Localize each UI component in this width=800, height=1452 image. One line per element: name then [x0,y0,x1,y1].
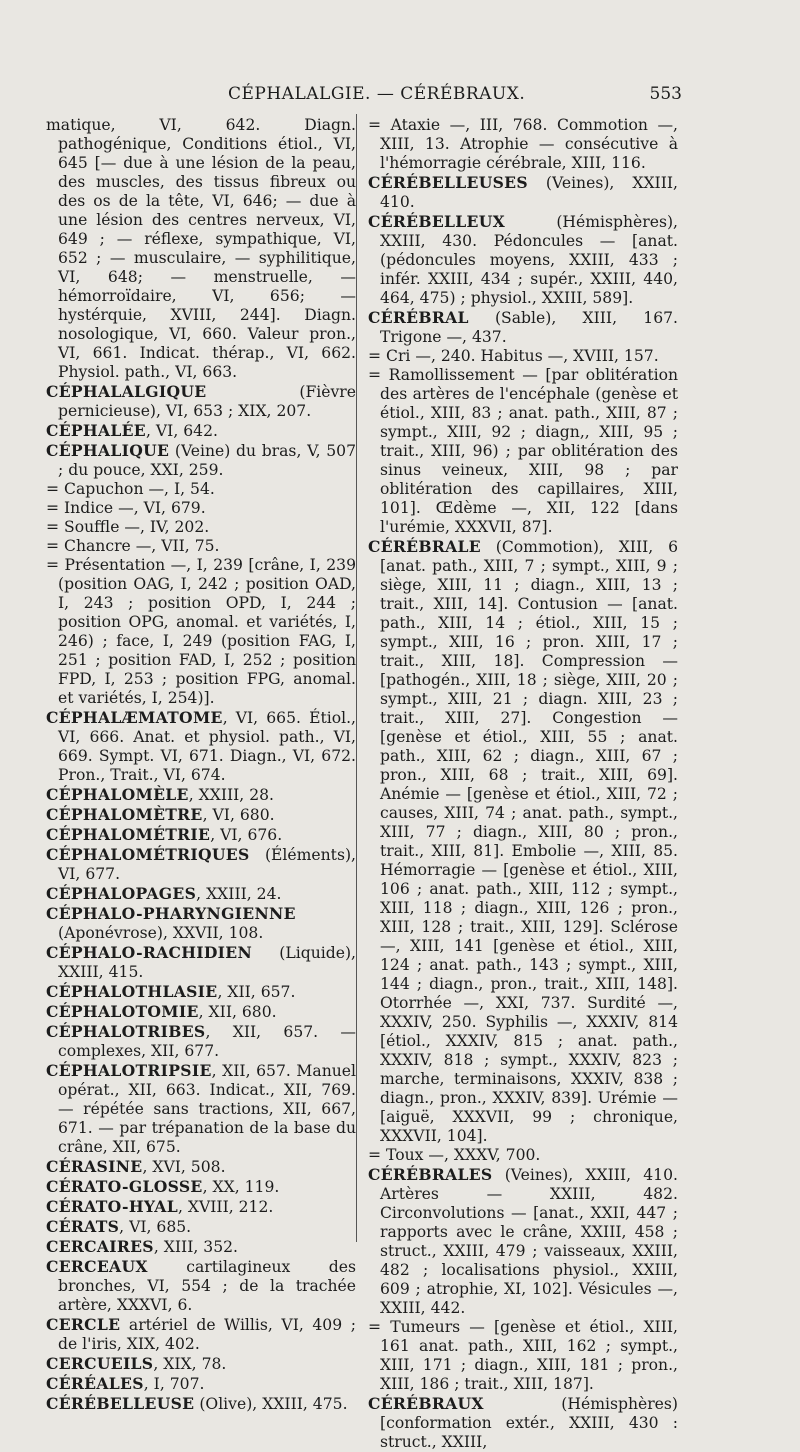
index-entry [46,1022,356,1061]
entry-text: , VI, 676. [210,826,283,844]
entry-text: , XXIII, 24. [196,885,282,903]
index-entry [46,904,356,943]
entry-text: , XX, 119. [202,1178,280,1196]
entry-text: (Veine) du bras, V, 507 ; du pouce, XXI, 259. [58,442,356,479]
entry-text: (Hémisphères), XXIII, 430. Pédoncules — [anat. (pédoncules moyens, XXIII, 433 ; infér. XXIII, 434 ; supér., XXIII, 440, 464, 475) ; physiol., XXIII, 589]. [380,213,678,307]
index-entry [46,982,356,1002]
index-entry [368,173,678,212]
index-entry [46,1157,356,1177]
right-column [368,116,678,1452]
page-number: 553 [649,84,682,104]
index-entry [46,785,356,805]
entry-text: (Aponévrose), XXVII, 108. [58,924,264,942]
entry-text: cartilagineux des bronches, VI, 554 ; de la trachée artère, XXXVI, 6. [58,1258,356,1314]
index-entry [368,308,678,347]
entry-text: = Capuchon —, I, 54. [46,480,215,498]
entry-text: (Hémisphères) [conformation extér., XXIII, 430 : struct., XXIII, [380,1395,678,1451]
entry-headword: CÉPHALOPAGES [46,884,197,903]
index-entry [46,556,356,708]
entry-headword: CÉPHALOTHLASIE [46,982,218,1001]
entry-text: (Veines), XXIII, 410. [380,174,678,211]
index-entry [368,1146,678,1165]
entry-text: (Fièvre pernicieuse), VI, 653 ; XIX, 207. [58,383,356,420]
entry-headword: CÉRÉBELLEUSES [368,173,528,192]
index-entry [46,1237,356,1257]
entry-headword: CÉPHALOMÉTRIE [46,825,211,844]
index-entry [46,1197,356,1217]
entry-text: (Liquide), XXIII, 415. [58,944,356,981]
index-entry [368,116,678,173]
entry-text: (Olive), XXIII, 475. [194,1395,348,1413]
entry-headword: CÉPHALO-PHARYNGIENNE [46,904,296,923]
entry-headword: CÉPHALOTOMIE [46,1002,199,1021]
entry-headword: CÉRÉBRALE [368,537,481,556]
index-entry [368,1318,678,1394]
entry-text: = Chancre —, VII, 75. [46,537,220,555]
index-entry [46,441,356,480]
index-entry [46,1217,356,1237]
running-title: CÉPHALALGIE. — CÉRÉBRAUX. [228,84,526,104]
entry-headword: CERCAIRES [46,1237,154,1256]
entry-headword: CÉPHALOMÈLE [46,785,189,804]
entry-text: = Toux —, XXXV, 700. [368,1146,541,1164]
entry-headword: CÉRÉBELLEUSE [46,1394,195,1413]
entry-headword: CÉPHALÉE [46,421,146,440]
entry-headword: CÉRATS [46,1217,120,1236]
index-entry [46,499,356,518]
index-entry [46,1061,356,1157]
entry-headword: CERCLE [46,1315,121,1334]
index-entry [46,1257,356,1315]
entry-text: , XVI, 508. [142,1158,226,1176]
entry-headword: CERCUEILS [46,1354,154,1373]
entry-text: , VI, 642. [146,422,218,440]
entry-text: artériel de Willis, VI, 409 ; de l'iris, XIX, 402. [58,1316,356,1353]
index-entry [46,1002,356,1022]
index-entry [368,347,678,366]
entry-text: , I, 707. [143,1375,205,1393]
entry-headword: CÉRÉBRAL [368,308,469,327]
entry-text: (Commotion), XIII, 6 [anat. path., XIII, 7 ; sympt., XIII, 9 ; siège, XIII, 11 ; diagn., XIII, 13 ; trait., XIII, 14]. Contusion — [anat. path., XIII, 14 ; étiol., XIII, 15 ; sympt., XIII, 16 ; pron. XIII, 17 ; trait., XIII, 18]. Compression — [pathogén., XIII, 18 ; siège, XIII, 20 ; sympt., XIII, 21 ; diagn. XIII, 23 ; trait., XIII, 27]. Congestion — [genèse et étiol., XIII, 55 ; anat. path., XIII, 62 ; diagn., XIII, 67 ; pron., XIII, 68 ; trait., XIII, 69]. Anémie — [genèse et étiol., XIII, 72 ; causes, XIII, 74 ; anat. path., sympt., XIII, 77 ; diagn., XIII, 80 ; pron., trait., XIII, 81]. Embolie —, XIII, 85. Hémorragie — [genèse et étiol., XIII, 106 ; anat. path., XIII, 112 ; sympt., XIII, 118 ; diagn., XIII, 126 ; pron., XIII, 128 ; trait., XIII, 129]. Sclérose —, XIII, 141 [genèse et étiol., XIII, 124 ; anat. path., 143 ; sympt., XIII, 144 ; diagn., pron., trait., XIII, 148]. Otorrhée —, XXI, 737. Surdité —, XXXIV, 250. Syphilis —, XXXIV, 814 [étiol., XXXIV, 815 ; anat. path., XXXIV, 818 ; sympt., XXXIV, 823 ; marche, terminaisons, XXXIV, 838 ; diagn., pron., XXXIV, 839]. Urémie — [aiguë, XXXVII, 99 ; chronique, XXXVII, 104]. [380,538,678,1145]
index-entry [46,884,356,904]
entry-text: (Éléments), VI, 677. [58,846,356,883]
entry-text: (Veines), XXIII, 410. Artères — XXIII, 482. Circonvolutions — [anat., XXII, 447 ; rapports avec le crâne, XXIII, 458 ; struct., XXIII, 479 ; vaisseaux, XXIII, 482 ; localisations physiol., XXIII, 609 ; atrophie, XI, 102]. Vésicules —, XXIII, 442. [380,1166,678,1317]
entry-text: , XII, 657. Manuel opérat., XII, 663. Indicat., XII, 769. — répétée sans tractions, XII, 667, 671. — par trépanation de la base du crâne, XII, 675. [58,1062,356,1156]
index-entry [46,1394,356,1414]
entry-headword: CÉRATO-HYAL [46,1197,178,1216]
entry-headword: CÉRATO-GLOSSE [46,1177,203,1196]
entry-text: = Souffle —, IV, 202. [46,518,210,536]
entry-text: = Présentation —, I, 239 [crâne, I, 239 (position OAG, I, 242 ; position OAD, I, 243 ; position OPD, I, 244 ; position OPG, anomal. et variétés, I, 246) ; face, I, 249 (position FAG, I, 251 ; position FAD, I, 252 ; position FPD, I, 253 ; position FPG, anomal. et variétés, I, 254)]. [46,556,356,707]
index-entry [46,943,356,982]
index-entry [46,480,356,499]
entry-text: = Ramollissement — [par oblitération des artères de l'encéphale (genèse et étiol., XIII, 83 ; anat. path., XIII, 87 ; sympt., XIII, 92 ; diagn,, XIII, 95 ; trait., XIII, 96) ; par oblitération des sinus veineux, XIII, 98 ; par oblitération des capillaires, XIII, 101]. Œdème —, XII, 122 [dans l'urémie, XXXVII, 87]. [368,366,678,536]
index-entry [368,366,678,537]
index-entry [46,116,356,382]
entry-text: , XII, 680. [198,1003,277,1021]
entry-text: , XVIII, 212. [177,1198,274,1216]
page-header [0,84,800,106]
index-entry [46,1374,356,1394]
entry-text: = Cri —, 240. Habitus —, XVIII, 157. [368,347,659,365]
entry-headword: CÉPHALOTRIBES [46,1022,206,1041]
entry-headword: CERCEAUX [46,1257,148,1276]
index-entry [368,1165,678,1318]
index-entry [46,421,356,441]
entry-headword: CÉPHALALGIQUE [46,382,207,401]
entry-headword: CÉRÉALES [46,1374,144,1393]
entry-headword: CÉPHALOMÉTRIQUES [46,845,250,864]
index-entry [46,537,356,556]
entry-text: , XIX, 78. [153,1355,227,1373]
index-entry [46,1315,356,1354]
index-entry [46,708,356,785]
entry-headword: CÉPHALÆMATOME [46,708,223,727]
index-entry [368,537,678,1146]
entry-headword: CÉRÉBELLEUX [368,212,506,231]
column-divider [356,114,357,1242]
left-column [46,116,356,1414]
index-entry [46,845,356,884]
index-entry [46,805,356,825]
entry-text: = Indice —, VI, 679. [46,499,206,517]
index-entry [46,518,356,537]
entry-text: = Tumeurs — [genèse et étiol., XIII, 161 anat. path., XIII, 162 ; sympt., XIII, 171 ; diagn., XIII, 181 ; pron., XIII, 186 ; trait., XIII, 187]. [368,1318,678,1393]
entry-text: , VI, 685. [119,1218,192,1236]
index-entry [368,1394,678,1452]
entry-headword: CÉRÉBRAUX [368,1394,484,1413]
entry-text: (Sable), XIII, 167. Trigone —, 437. [380,309,678,346]
entry-headword: CÉPHALIQUE [46,441,170,460]
entry-headword: CÉRÉBRALES [368,1165,493,1184]
entry-text: , VI, 665. Étiol., VI, 666. Anat. et physiol. path., VI, 669. Sympt. VI, 671. Diagn., VI, 672. Pron., Trait., VI, 674. [58,709,356,784]
index-entry [46,1354,356,1374]
index-entry [46,1177,356,1197]
entry-headword: CÉPHALOMÈTRE [46,805,203,824]
entry-headword: CÉPHALOTRIPSIE [46,1061,212,1080]
entry-headword: CÉPHALO-RACHIDIEN [46,943,252,962]
index-entry [46,825,356,845]
entry-text: , XXIII, 28. [188,786,275,804]
index-entry [368,212,678,308]
entry-text: , VI, 680. [202,806,275,824]
index-entry [46,382,356,421]
entry-text: , XII, 657. [217,983,296,1001]
entry-text: = Ataxie —, III, 768. Commotion —, XIII, 13. Atrophie — consécutive à l'hémorragie cérébrale, XIII, 116. [368,116,678,172]
entry-headword: CÉRASINE [46,1157,143,1176]
entry-text: matique, VI, 642. Diagn. pathogénique, Conditions étiol., VI, 645 [— due à une lésion de la peau, des muscles, des tissus fibreux ou des os de la tête, VI, 646; — due à une lésion des centres nerveux, VI, 649 ; — réflexe, sympathique, VI, 652 ; — musculaire, — syphilitique, VI, 648; — menstruelle, — hémorroïdaire, VI, 656; — hystérquie, XVIII, 244]. Diagn. nosologique, VI, 660. Valeur pron., VI, 661. Indicat. thérap., VI, 662. Physiol. path., VI, 663. [46,116,356,381]
entry-text: , XIII, 352. [153,1238,239,1256]
entry-text: , XII, 657. — complexes, XII, 677. [58,1023,356,1060]
